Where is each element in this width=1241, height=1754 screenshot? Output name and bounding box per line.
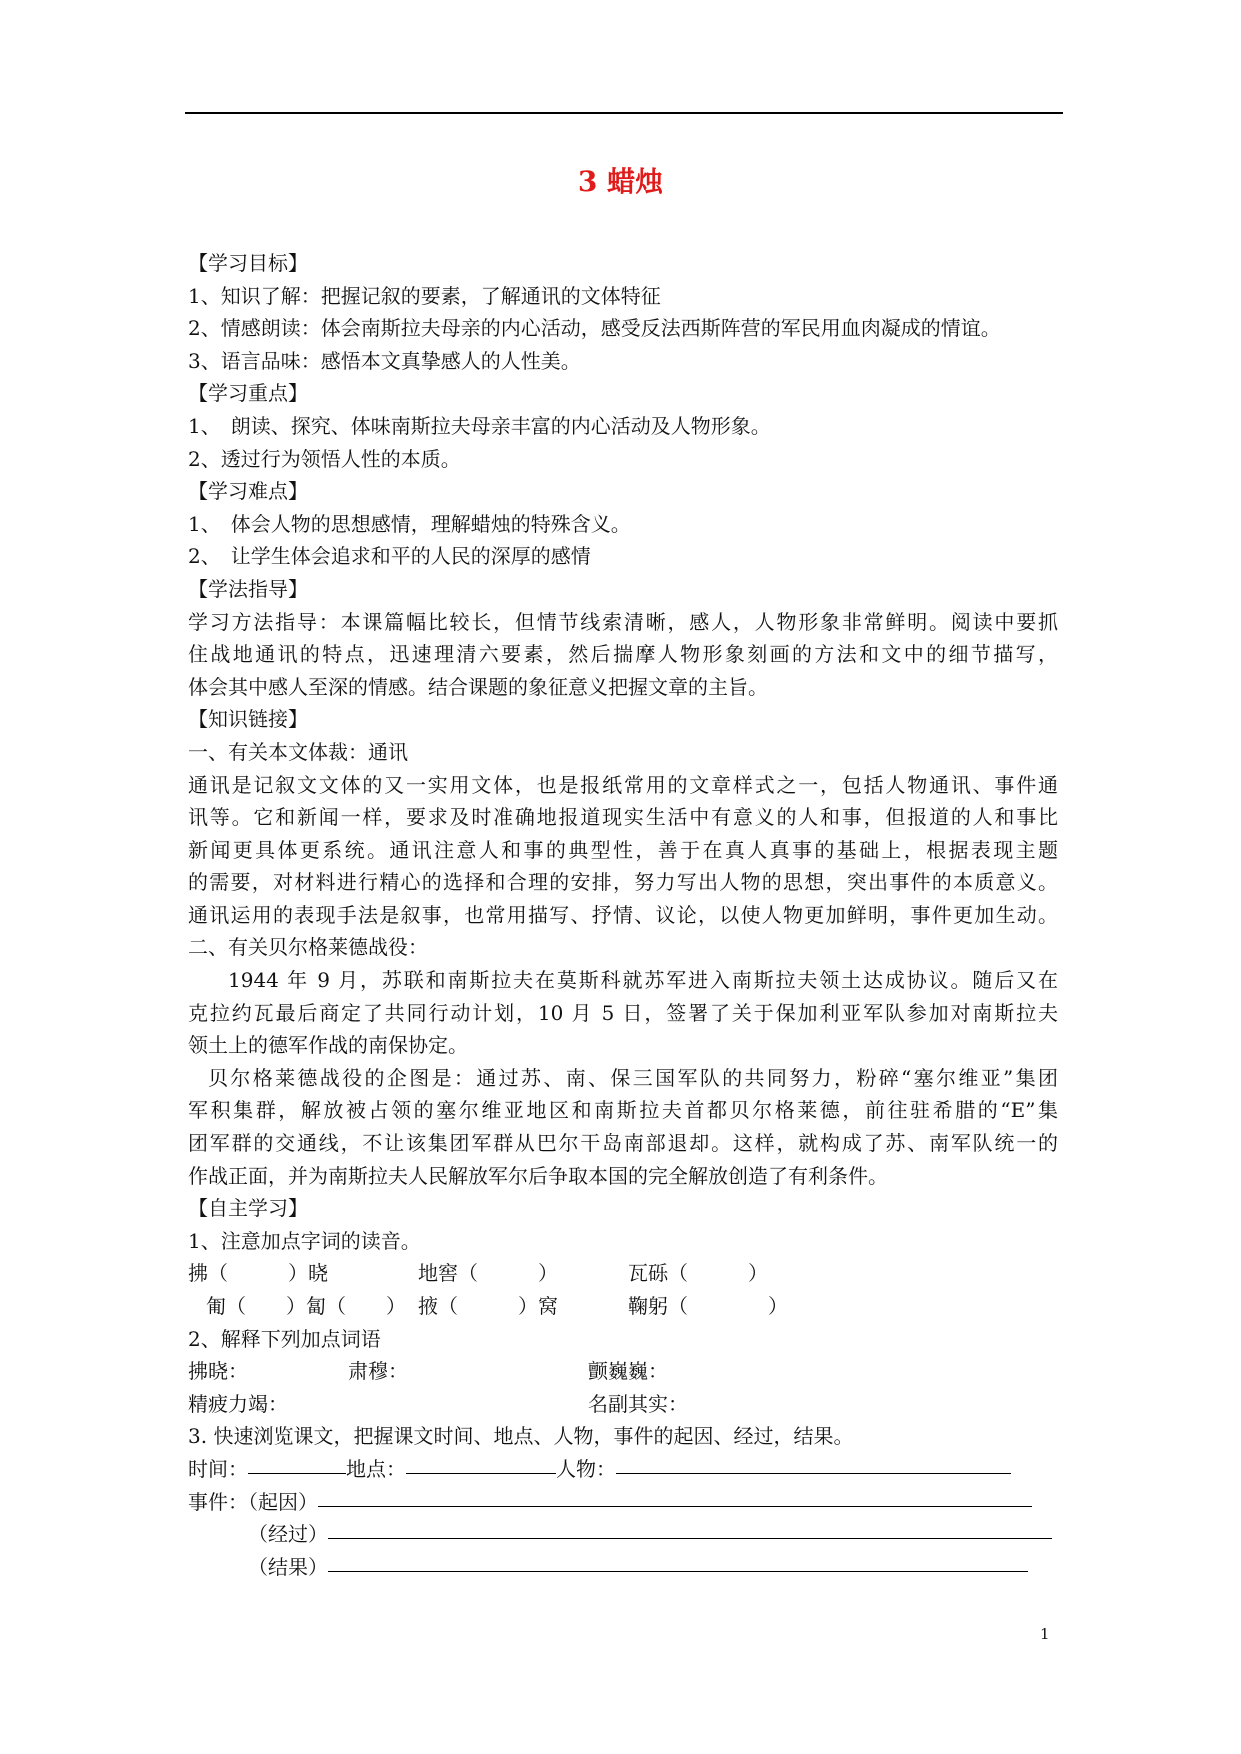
focus-item: 1、 朗读、探究、体味南斯拉夫母亲丰富的内心活动及人物形象。	[188, 413, 771, 438]
definition-item: 肃穆：	[348, 1359, 408, 1384]
focus-heading: 【学习重点】	[188, 381, 308, 406]
cause-label: 事件：（起因）	[188, 1489, 318, 1514]
definition-item: 颤巍巍：	[588, 1359, 668, 1384]
focus-item: 2、透过行为领悟人性的本质。	[188, 446, 461, 471]
link-paragraph-line: 讯等。它和新闻一样，要求及时准确地报道现实生活中有意义的人和事，但报道的人和事比	[188, 805, 1058, 830]
place-blank[interactable]	[406, 1453, 556, 1474]
question-3: 3. 快速浏览课文，把握课文时间、地点、人物，事件的起因、经过，结果。	[188, 1424, 854, 1449]
goal-item: 2、情感朗读：体会南斯拉夫母亲的内心活动，感受反法西斯阵营的军民用血肉凝成的情谊。	[188, 316, 1001, 341]
goal-item: 3、语言品味：感悟本文真挚感人的人性美。	[188, 348, 581, 373]
answer-row	[188, 1453, 1058, 1486]
difficulty-heading: 【学习难点】	[188, 479, 308, 504]
answer-row	[188, 1551, 1058, 1584]
difficulty-item: 1、 体会人物的思想感情，理解蜡烛的特殊含义。	[188, 511, 631, 536]
document-body	[188, 247, 1058, 1583]
battle-paragraph-line: 军积集群，解放被占领的塞尔维亚地区和南斯拉夫首都贝尔格莱德，前往驻希腊的“E”集	[188, 1098, 1058, 1123]
process-label: （经过）	[248, 1522, 328, 1547]
definition-row	[188, 1355, 1058, 1388]
question-1: 1、注意加点字词的读音。	[188, 1228, 421, 1253]
method-line: 住战地通讯的特点，迅速理清六要素，然后揣摩人物形象刻画的方法和文中的细节描写，	[188, 642, 1058, 667]
result-label: （结果）	[248, 1554, 328, 1579]
battle-paragraph-line: 作战正面，并为南斯拉夫人民解放军尔后争取本国的完全解放创造了有利条件。	[188, 1163, 888, 1188]
link-paragraph-line: 的需要，对材料进行精心的选择和合理的安排，努力写出人物的思想，突出事件的本质意义。	[188, 870, 1058, 895]
definition-item: 拂晓：	[188, 1359, 248, 1384]
pronunciation-blank[interactable]: 鞠躬（ ）	[628, 1294, 788, 1318]
pronunciation-row	[188, 1257, 1058, 1290]
page-number: 1	[1040, 1625, 1050, 1643]
link-paragraph-line: 新闻更具体更系统。通讯注意人和事的典型性，善于在真人真事的基础上，根据表现主题	[188, 837, 1058, 862]
answer-row	[188, 1486, 1058, 1519]
result-blank[interactable]	[328, 1551, 1028, 1572]
time-label: 时间：	[188, 1456, 248, 1481]
battle-paragraph-line: 1944 年 9 月，苏联和南斯拉夫在莫斯科就苏军进入南斯拉夫领土达成协议。随后又在	[228, 968, 1058, 993]
person-label: 人物：	[556, 1456, 616, 1481]
link-subheading: 一、有关本文体裁：通讯	[188, 739, 408, 764]
process-blank[interactable]	[328, 1518, 1052, 1539]
battle-paragraph-line: 克拉约瓦最后商定了共同行动计划，10 月 5 日，签署了关于保加利亚军队参加对南斯拉夫	[188, 1000, 1058, 1025]
battle-paragraph-line: 贝尔格莱德战役的企图是：通过苏、南、保三国军队的共同努力，粉碎“塞尔维亚”集团	[208, 1065, 1058, 1090]
link-paragraph-line: 通讯运用的表现手法是叙事，也常用描写、抒情、议论，以使人物更加鲜明，事件更加生动。	[188, 902, 1058, 927]
battle-paragraph-line: 团军群的交通线，不让该集团军群从巴尔干岛南部退却。这样，就构成了苏、南军队统一的	[188, 1131, 1058, 1156]
goals-heading: 【学习目标】	[188, 251, 308, 275]
battle-paragraph-line: 领土上的德军作战的南保协定。	[188, 1033, 468, 1058]
goal-item: 1、知识了解：把握记叙的要素，了解通讯的文体特征	[188, 283, 661, 308]
self-study-heading: 【自主学习】	[188, 1196, 308, 1221]
pronunciation-blank[interactable]: 匍（ ）匐（ ）	[206, 1294, 406, 1318]
link-subheading: 二、有关贝尔格莱德战役：	[188, 935, 428, 960]
pronunciation-blank[interactable]: 拂（ ）晓	[188, 1261, 328, 1286]
page-title: 3 蜡烛	[577, 165, 664, 198]
pronunciation-row	[188, 1290, 1058, 1323]
link-paragraph-line: 通讯是记叙文文体的又一实用文体，也是报纸常用的文章样式之一，包括人物通讯、事件通	[188, 772, 1058, 797]
definition-item: 名副其实：	[588, 1391, 688, 1416]
pronunciation-blank[interactable]: 地窖（ ）	[418, 1261, 558, 1286]
method-line: 体会其中感人至深的情感。结合课题的象征意义把握文章的主旨。	[188, 674, 768, 699]
time-blank[interactable]	[248, 1453, 346, 1474]
pronunciation-blank[interactable]: 瓦砾（ ）	[628, 1261, 768, 1286]
place-label: 地点：	[346, 1456, 406, 1481]
definition-item: 精疲力竭：	[188, 1391, 288, 1416]
person-blank[interactable]	[616, 1453, 1011, 1474]
definition-row	[188, 1388, 1058, 1421]
header-rule	[185, 112, 1063, 114]
difficulty-item: 2、 让学生体会追求和平的人民的深厚的感情	[188, 544, 591, 569]
question-2: 2、解释下列加点词语	[188, 1326, 381, 1351]
method-line: 学习方法指导：本课篇幅比较长，但情节线索清晰，感人，人物形象非常鲜明。阅读中要抓	[188, 609, 1058, 634]
method-heading: 【学法指导】	[188, 576, 308, 601]
cause-blank[interactable]	[318, 1486, 1032, 1507]
answer-row	[188, 1518, 1058, 1551]
link-heading: 【知识链接】	[188, 707, 308, 732]
pronunciation-blank[interactable]: 掖（ ）窝	[418, 1294, 558, 1318]
